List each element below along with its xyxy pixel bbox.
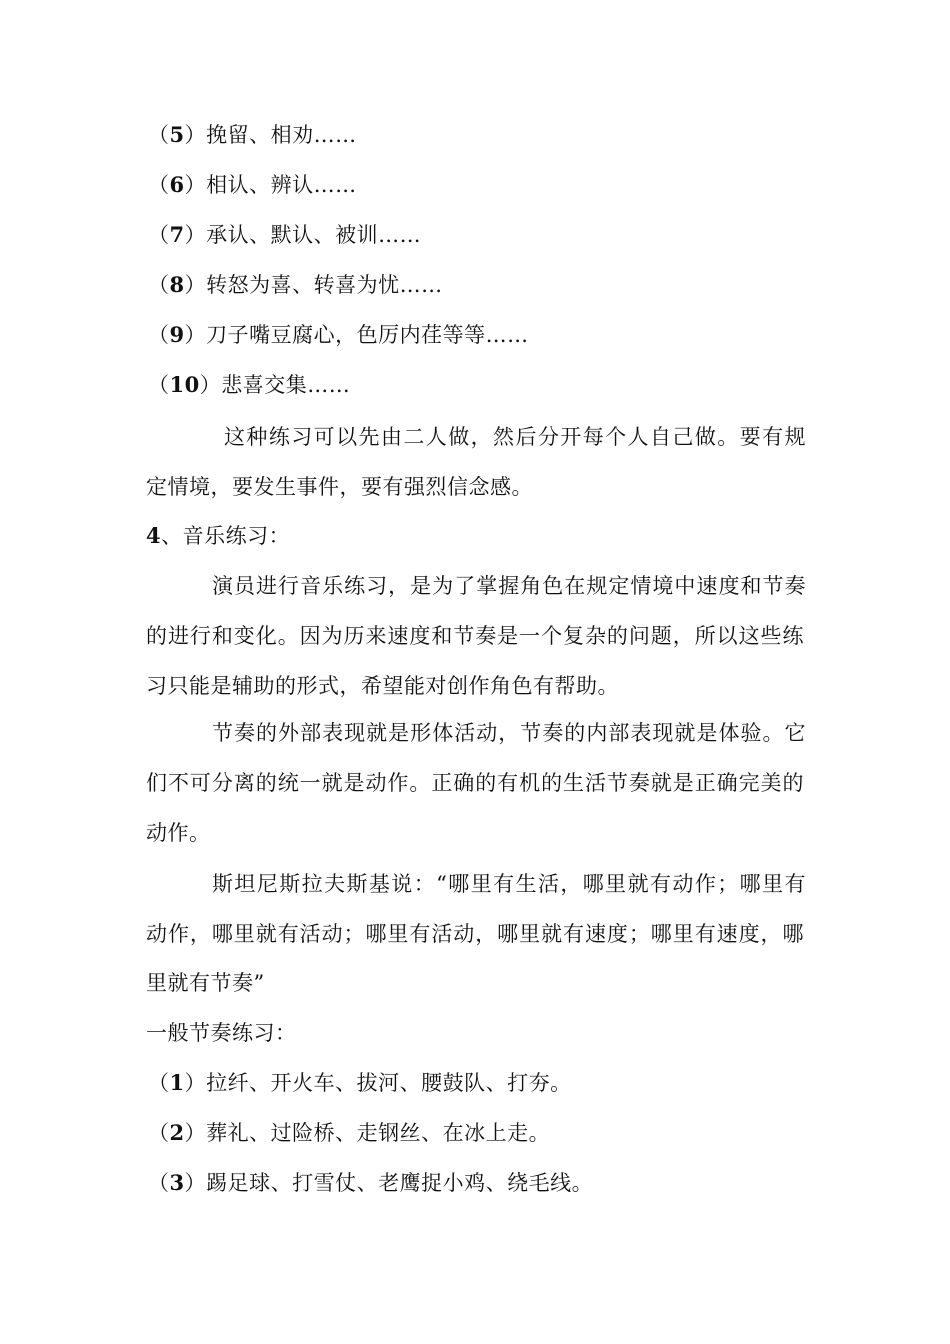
list-text: 挽留、相劝…… (206, 123, 357, 147)
paragraph-line: 动作。 (146, 821, 211, 845)
list-number: 6 (169, 172, 185, 197)
section-heading (146, 521, 290, 551)
list-item: （2）葬礼、过险桥、走钢丝、在冰上走。 (148, 1120, 551, 1145)
paragraph-line: 动作，哪里就有活动；哪里有活动，哪里就有速度；哪里有速度，哪 (146, 922, 804, 946)
list-number: 9 (169, 322, 185, 347)
list-text: 拉纤、开火车、拔河、腰鼓队、打夯。 (206, 1071, 572, 1095)
paragraph-line: 里就有节奏” (146, 971, 265, 995)
list-number: 8 (169, 272, 185, 297)
list-text: 承认、默认、被训…… (206, 223, 422, 247)
paragraph-line: 演员进行音乐练习，是为了掌握角色在规定情境中速度和节奏 (212, 574, 806, 598)
list-number: 10 (169, 372, 200, 397)
list-number: 2 (169, 1120, 185, 1145)
list-text: 踢足球、打雪仗、老鹰捉小鸡、绕毛线。 (206, 1171, 594, 1195)
list-item: （9）刀子嘴豆腐心，色厉内荏等等…… (148, 322, 529, 347)
list-item: （7）承认、默认、被训…… (148, 222, 422, 247)
list-item: （8）转怒为喜、转喜为忧…… (148, 272, 443, 297)
list-number: 3 (169, 1170, 185, 1195)
paragraph-line: 斯坦尼斯拉夫斯基说：“哪里有生活，哪里就有动作；哪里有 (212, 872, 806, 896)
paragraph-line: 们不可分离的统一就是动作。正确的有机的生活节奏就是正确完美的 (146, 771, 804, 795)
list-item: （6）相认、辨认…… (148, 172, 357, 197)
paragraph-line: 定情境，要发生事件，要有强烈信念感。 (146, 475, 533, 499)
subheading: 一般节奏练习： (146, 1021, 297, 1045)
list-text: 转怒为喜、转喜为忧…… (206, 273, 443, 297)
list-item: （1）拉纤、开火车、拔河、腰鼓队、打夯。 (148, 1070, 572, 1095)
list-item: （5）挽留、相劝…… (148, 122, 357, 147)
paragraph-line: 习只能是辅助的形式，希望能对创作角色有帮助。 (146, 674, 619, 698)
list-item: （10）悲喜交集…… (148, 372, 351, 397)
section-title: 、音乐练习： (161, 524, 291, 548)
list-text: 悲喜交集…… (221, 373, 351, 397)
list-number: 1 (169, 1070, 185, 1095)
paragraph-line: 节奏的外部表现就是形体活动，节奏的内部表现就是体验。它 (212, 721, 806, 745)
section-number: 4 (146, 523, 162, 548)
list-text: 相认、辨认…… (206, 173, 357, 197)
list-number: 7 (169, 222, 185, 247)
list-number: 5 (169, 122, 185, 147)
paragraph-line: 的进行和变化。因为历来速度和节奏是一个复杂的问题，所以这些练 (146, 624, 804, 648)
list-item: （3）踢足球、打雪仗、老鹰捉小鸡、绕毛线。 (148, 1170, 594, 1195)
list-text: 葬礼、过险桥、走钢丝、在冰上走。 (206, 1121, 551, 1145)
list-text: 刀子嘴豆腐心，色厉内荏等等…… (206, 323, 529, 347)
paragraph-line: 这种练习可以先由二人做，然后分开每个人自己做。要有规 (224, 425, 806, 449)
